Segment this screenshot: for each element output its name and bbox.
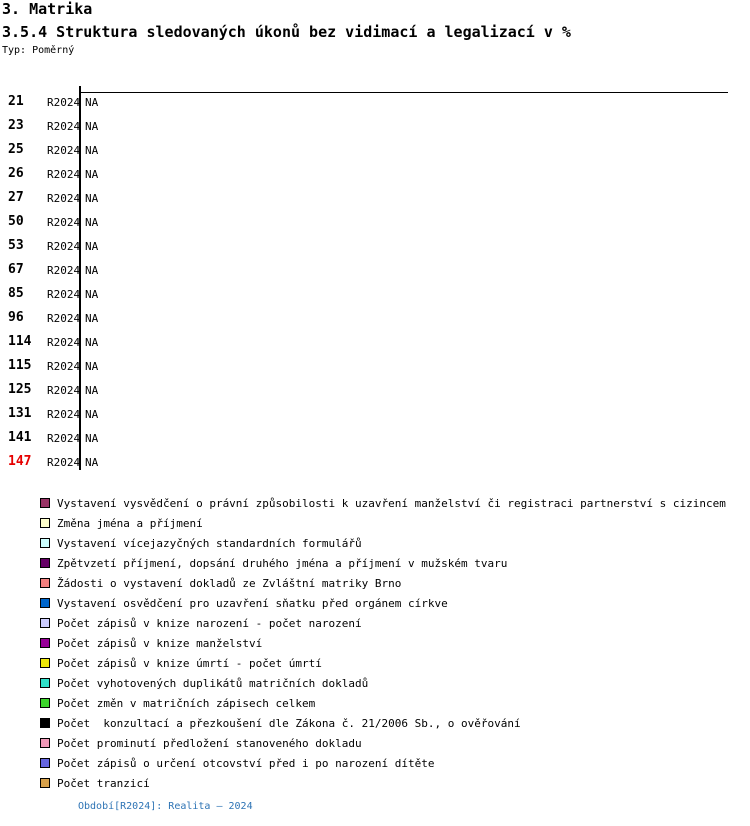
legend-label: Počet zápisů v knize manželství: [57, 637, 263, 650]
category-label: 114: [8, 334, 32, 349]
value-label: NA: [85, 432, 99, 445]
legend-label: Počet zápisů v knize narození - počet narození: [57, 617, 362, 630]
legend-swatch-icon: [40, 498, 50, 508]
category-label: 141: [8, 430, 32, 445]
value-label: NA: [85, 456, 99, 469]
legend-swatch-icon: [40, 598, 50, 608]
legend-label: Žádosti o vystavení dokladů ze Zvláštní matriky Brno: [57, 577, 402, 590]
value-label: NA: [85, 288, 99, 301]
table-row: [0, 262, 300, 276]
period-label: R2024: [47, 432, 81, 445]
period-label: R2024: [47, 192, 81, 205]
legend-item: [0, 557, 750, 571]
value-label: NA: [85, 192, 99, 205]
period-label: R2024: [47, 144, 81, 157]
period-label: R2024: [47, 312, 81, 325]
legend-item: [0, 717, 750, 731]
category-label: 27: [8, 190, 24, 205]
value-label: NA: [85, 168, 99, 181]
legend-label: Počet změn v matričních zápisech celkem: [57, 697, 316, 710]
category-label: 26: [8, 166, 24, 181]
table-row: [0, 118, 300, 132]
legend-swatch-icon: [40, 518, 50, 528]
legend-item: [0, 677, 750, 691]
value-label: NA: [85, 408, 99, 421]
chart-type-label: Typ: Poměrný: [2, 45, 75, 56]
period-label: R2024: [47, 120, 81, 133]
table-row: [0, 358, 300, 372]
legend-swatch-icon: [40, 678, 50, 688]
legend-label: Zpětvzetí příjmení, dopsání druhého jména a příjmení v mužském tvaru: [57, 557, 508, 570]
value-label: NA: [85, 336, 99, 349]
period-label: R2024: [47, 264, 81, 277]
table-row: [0, 406, 300, 420]
legend-item: [0, 757, 750, 771]
table-row: [0, 382, 300, 396]
value-label: NA: [85, 240, 99, 253]
legend-label: Počet prominutí předložení stanoveného dokladu: [57, 737, 362, 750]
table-row: [0, 238, 300, 252]
value-label: NA: [85, 96, 99, 109]
value-label: NA: [85, 216, 99, 229]
legend-item: [0, 697, 750, 711]
legend-item: [0, 497, 750, 511]
legend-label: Vystavení vysvědčení o právní způsobilosti k uzavření manželství či registraci partnerství s cizincem: [57, 497, 726, 510]
category-label: 147: [8, 454, 32, 469]
legend-swatch-icon: [40, 698, 50, 708]
period-label: R2024: [47, 96, 81, 109]
legend-label: Počet tranzicí: [57, 777, 150, 790]
section-title: 3. Matrika: [2, 0, 93, 18]
category-label: 50: [8, 214, 24, 229]
category-label: 53: [8, 238, 24, 253]
table-row: [0, 334, 300, 348]
period-label: R2024: [47, 168, 81, 181]
legend-swatch-icon: [40, 558, 50, 568]
period-label: R2024: [47, 288, 81, 301]
legend-label: Změna jména a příjmení: [57, 517, 203, 530]
value-label: NA: [85, 144, 99, 157]
table-row: [0, 190, 300, 204]
category-label: 25: [8, 142, 24, 157]
legend-item: [0, 657, 750, 671]
value-label: NA: [85, 264, 99, 277]
legend-item: [0, 517, 750, 531]
category-label: 125: [8, 382, 32, 397]
legend-item: [0, 737, 750, 751]
category-label: 67: [8, 262, 24, 277]
table-row: [0, 214, 300, 228]
legend-item: [0, 577, 750, 591]
table-row: [0, 94, 300, 108]
period-label: R2024: [47, 360, 81, 373]
table-row: [0, 430, 300, 444]
legend-swatch-icon: [40, 538, 50, 548]
table-row: [0, 142, 300, 156]
legend-swatch-icon: [40, 638, 50, 648]
legend-label: Počet zápisů v knize úmrtí - počet úmrtí: [57, 657, 322, 670]
x-axis-line: [80, 92, 728, 93]
value-label: NA: [85, 120, 99, 133]
period-label: R2024: [47, 408, 81, 421]
table-row: [0, 286, 300, 300]
legend-label: Vystavení osvědčení pro uzavření sňatku před orgánem církve: [57, 597, 448, 610]
category-label: 21: [8, 94, 24, 109]
period-label: R2024: [47, 336, 81, 349]
category-label: 85: [8, 286, 24, 301]
period-footer: Období[R2024]: Realita – 2024: [78, 801, 253, 812]
period-label: R2024: [47, 456, 81, 469]
legend-label: Počet zápisů o určení otcovství před i po narození dítěte: [57, 757, 435, 770]
category-label: 96: [8, 310, 24, 325]
table-row: [0, 310, 300, 324]
value-label: NA: [85, 312, 99, 325]
category-label: 23: [8, 118, 24, 133]
category-label: 115: [8, 358, 32, 373]
period-label: R2024: [47, 384, 81, 397]
legend-label: Vystavení vícejazyčných standardních formulářů: [57, 537, 362, 550]
table-row: [0, 454, 300, 468]
table-row: [0, 166, 300, 180]
legend-swatch-icon: [40, 618, 50, 628]
legend-swatch-icon: [40, 778, 50, 788]
legend-item: [0, 597, 750, 611]
period-label: R2024: [47, 216, 81, 229]
legend-swatch-icon: [40, 658, 50, 668]
legend-swatch-icon: [40, 578, 50, 588]
legend-item: [0, 777, 750, 791]
chart-title: 3.5.4 Struktura sledovaných úkonů bez vidimací a legalizací v %: [2, 23, 571, 41]
legend-item: [0, 617, 750, 631]
legend-swatch-icon: [40, 758, 50, 768]
value-label: NA: [85, 384, 99, 397]
period-label: R2024: [47, 240, 81, 253]
legend-label: Počet vyhotovených duplikátů matričních dokladů: [57, 677, 369, 690]
legend-item: [0, 637, 750, 651]
legend-label: Počet konzultací a přezkoušení dle Zákona č. 21/2006 Sb., o ověřování: [57, 717, 521, 730]
legend-swatch-icon: [40, 718, 50, 728]
legend-swatch-icon: [40, 738, 50, 748]
legend-item: [0, 537, 750, 551]
category-label: 131: [8, 406, 32, 421]
value-label: NA: [85, 360, 99, 373]
